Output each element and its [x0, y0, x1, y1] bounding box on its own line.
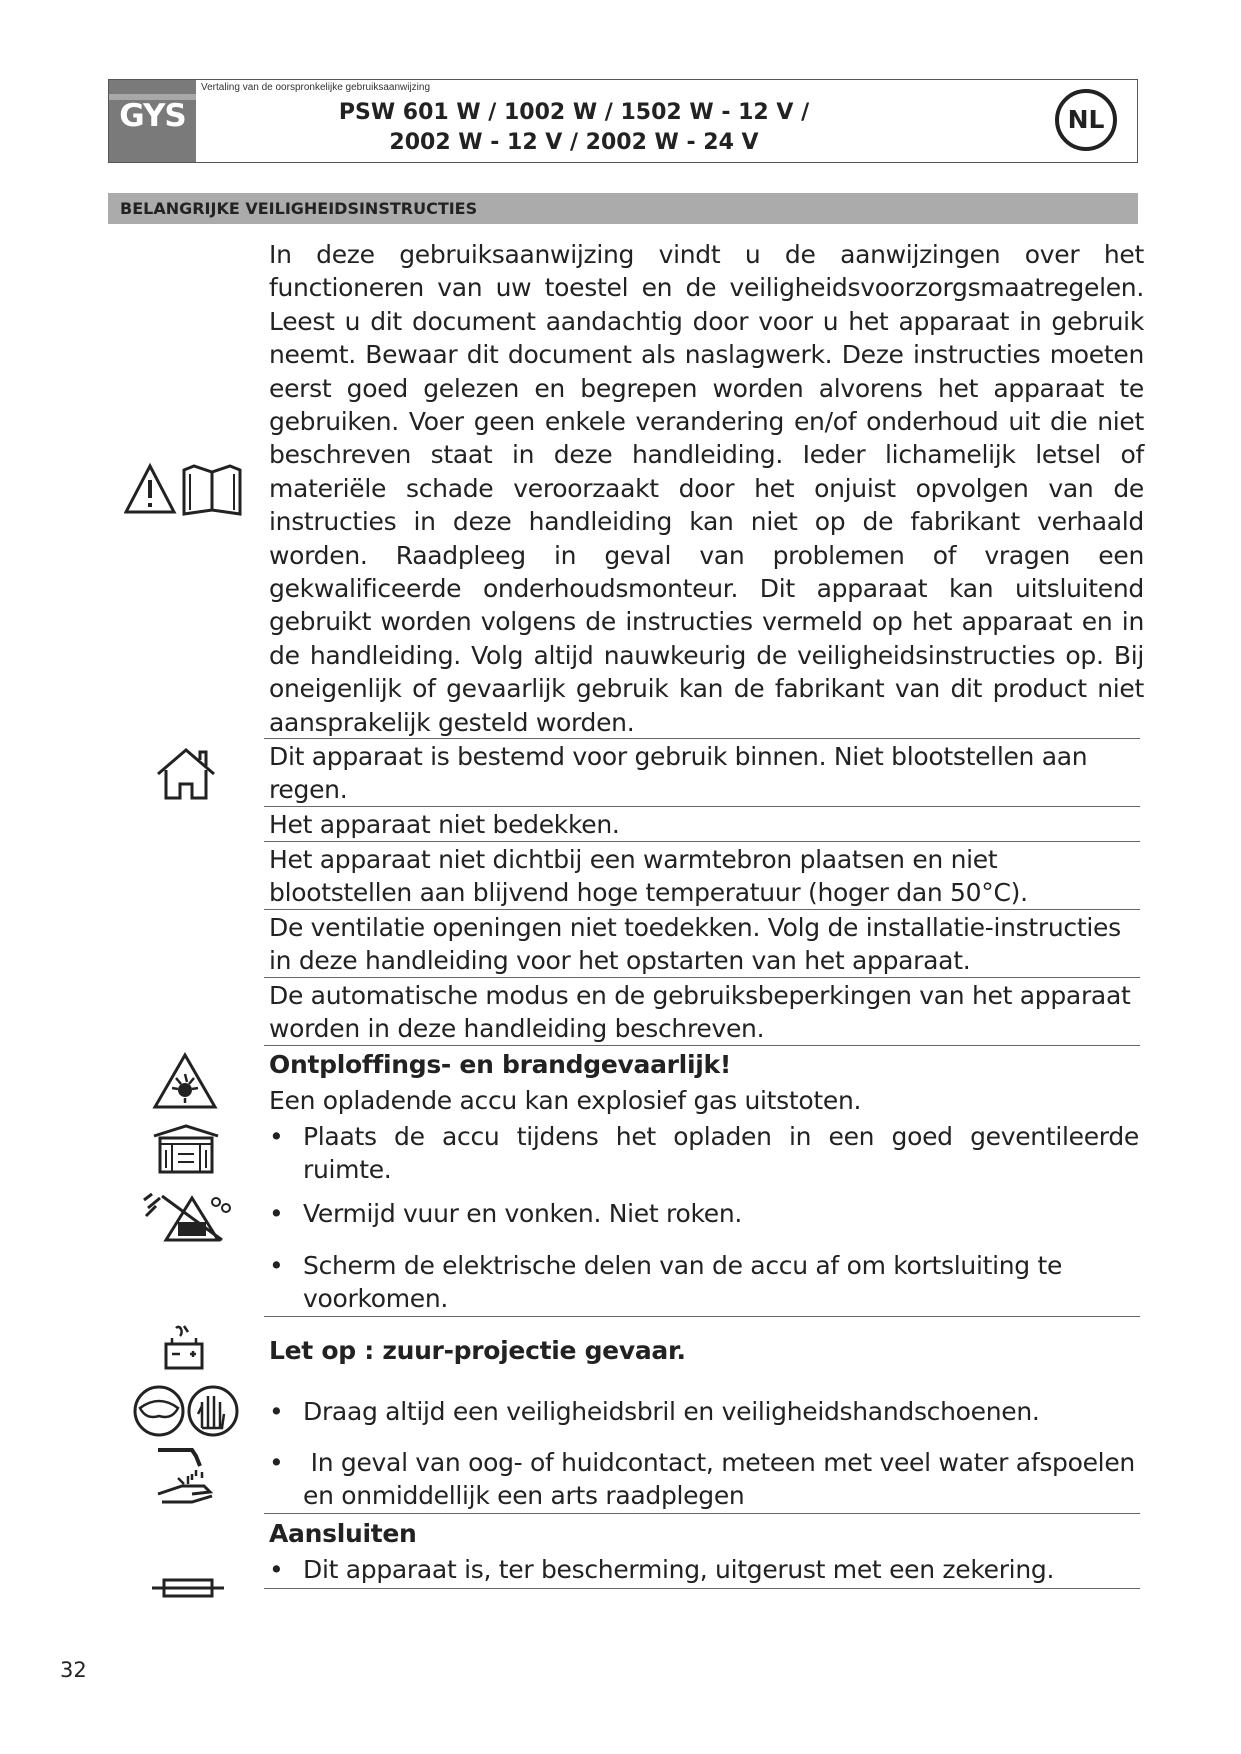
automatic-mode-text: De automatische modus en de gebruiksbeperkingen van het apparaat worden in deze handleiding beschreven.	[269, 981, 1131, 1044]
warning-read-manual-icon	[124, 462, 248, 518]
divider	[264, 909, 1140, 910]
list-item	[269, 1446, 1139, 1513]
title-line-1: PSW 601 W / 1002 W / 1502 W - 12 V /	[338, 100, 810, 125]
acid-battery-icon	[160, 1322, 210, 1374]
rinse-contact-text: In geval van oog- of huidcontact, meteen met veel water afspoelen en onmiddellijk een arts raadplegen	[303, 1448, 1135, 1511]
divider	[264, 977, 1140, 978]
document-header	[108, 79, 1138, 163]
divider	[264, 1513, 1140, 1514]
bullet-point: •	[269, 1397, 284, 1426]
short-circuit-text: Scherm de elektrische delen van de accu af om kortsluiting te voorkomen.	[303, 1251, 1063, 1314]
divider	[264, 841, 1140, 842]
list-item	[269, 1553, 1139, 1586]
ventilation-text: De ventilatie openingen niet toedekken. Volg de installatie-instructies in deze handleiding voor het opstarten van het apparaat.	[269, 913, 1121, 976]
section-title: BELANGRIJKE VEILIGHEIDSINSTRUCTIES	[120, 199, 478, 218]
bullet-point: •	[269, 1448, 284, 1477]
wear-protection-text: Draag altijd een veiligheidsbril en veiligheidshandschoenen.	[303, 1397, 1040, 1426]
list-item	[269, 1197, 1139, 1230]
explosion-warning-icon	[152, 1052, 218, 1110]
section-header	[108, 193, 1138, 224]
title-line-2: 2002 W - 12 V / 2002 W - 24 V	[389, 130, 759, 155]
avoid-fire-text: Vermijd vuur en vonken. Niet roken.	[303, 1199, 743, 1228]
bullet-point: •	[269, 1199, 284, 1228]
heat-source-text: Het apparaat niet dichtbij een warmtebron plaatsen en niet blootstellen aan blijvend hoge temperatuur (hoger dan 50°C).	[269, 845, 1028, 908]
header-subtitle: Vertaling van de oorspronkelijke gebruiksaanwijzing	[201, 82, 431, 93]
intro-paragraph: In deze gebruiksaanwijzing vindt u de aanwijzingen over het functioneren van uw toestel en de veiligheidsvoorzorgsmaatregelen. Leest u dit document aandachtig door voor u het apparaat in gebruik neemt. Bewaar dit document als naslagwerk. Deze instructies moeten eerst goed gelezen en begrepen worden alvorens het apparaat te gebruiken. Voer geen enkele verandering en/of onderhoud uit die niet beschreven staat in deze handleiding. Ieder lichamelijk letsel of materiële schade veroorzaakt door het onjuist opvolgen van de instructies in deze handleiding kan niet op de fabrikant verhaald worden. Raadpleeg in geval van problemen of vragen een gekwalificeerde onderhoudsmonteur. Dit apparaat kan uitsluitend gebruikt worden volgens de instructies vermeld op het apparaat en in de handleiding. Volg altijd nauwkeurig de veiligheidsinstructies op. Bij oneigenlijk of gevaarlijk gebruik kan de fabrikant van dit product niet aansprakelijk gesteld worden.	[269, 240, 1144, 737]
connect-heading: Aansluiten	[269, 1519, 417, 1548]
divider	[264, 738, 1140, 739]
house-indoor-icon	[154, 746, 218, 802]
divider	[264, 1588, 1140, 1589]
do-not-cover-text: Het apparaat niet bedekken.	[269, 810, 620, 839]
language-badge: NL	[1055, 89, 1117, 151]
list-item	[269, 1395, 1139, 1428]
divider	[264, 1316, 1140, 1317]
no-fire-sparks-icon	[142, 1192, 232, 1242]
page-number: 32	[60, 1658, 87, 1682]
indoor-use-text: Dit apparaat is bestemd voor gebruik binnen. Niet blootstellen aan regen.	[269, 742, 1088, 805]
bullet-point: •	[269, 1122, 284, 1151]
divider	[264, 1045, 1140, 1046]
rinse-water-icon	[152, 1444, 224, 1508]
bullet-point: •	[269, 1555, 284, 1584]
goggles-gloves-icon	[132, 1384, 240, 1438]
ventilated-room-icon	[152, 1124, 220, 1174]
ventilated-place-text: Plaats de accu tijdens het opladen in een goed geventileerde ruimte.	[303, 1122, 1139, 1185]
fuse-text: Dit apparaat is, ter bescherming, uitgerust met een zekering.	[303, 1555, 1055, 1584]
gys-logo	[109, 80, 196, 162]
logo-text: GYS	[119, 98, 186, 134]
acid-heading: Let op : zuur-projectie gevaar.	[269, 1336, 686, 1365]
explosion-heading: Ontploffings- en brandgevaarlijk!	[269, 1050, 731, 1079]
bullet-point: •	[269, 1251, 284, 1280]
document-title	[289, 98, 859, 158]
explosive-gas-text: Een opladende accu kan explosief gas uitstoten.	[269, 1086, 862, 1115]
divider	[264, 806, 1140, 807]
list-item	[269, 1249, 1139, 1316]
fuse-icon	[150, 1576, 226, 1600]
list-item	[269, 1120, 1139, 1187]
